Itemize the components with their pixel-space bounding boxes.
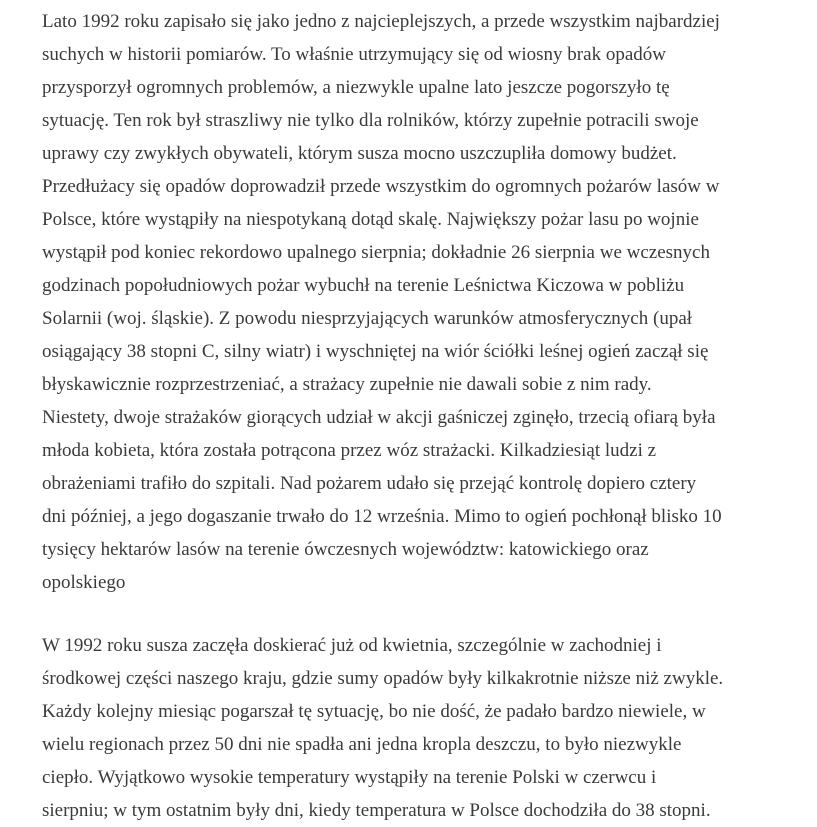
text-line: Przedłużacy się opadów doprowadził przede wszystkim do ogromnych pożarów lasów w: [42, 176, 720, 197]
text-line: Polsce, które wystąpiły na niespotykaną dotąd skalę. Największy pożar lasu po wojnie: [42, 209, 699, 230]
article-body: [42, 5, 782, 827]
text-line: osiągający 38 stopni C, silny wiatr) i wyschniętej na wiór ściółki leśnej ogień zaczął się: [42, 341, 709, 362]
text-line: młoda kobieta, która została potrącona przez wóz strażacki. Kilkadziesiąt ludzi z: [42, 440, 657, 461]
text-line: wystąpił pod koniec rekordowo upalnego sierpnia; dokładnie 26 sierpnia we wczesnych: [42, 242, 710, 263]
text-line: godzinach popołudniowych pożar wybuchł na terenie Leśnictwa Kiczowa w pobliżu: [42, 275, 685, 296]
text-line: błyskawicznie rozprzestrzeniać, a strażacy zupełnie nie dawali sobie z nim rady.: [42, 374, 652, 395]
text-line: Solarnii (woj. śląskie). Z powodu niesprzyjających warunków atmosferycznych (upał: [42, 308, 693, 329]
paragraph-1: [42, 5, 782, 599]
text-line: wielu regionach przez 50 dni nie spadła ani jedna kropla deszczu, to było niezwykle: [42, 734, 682, 755]
text-line: Niestety, dwoje strażaków giorących udział w akcji gaśniczej zginęło, trzecią ofiarą była: [42, 407, 716, 428]
text-line: środkowej części naszego kraju, gdzie sumy opadów były kilkakrotnie niższe niż zwykle.: [42, 668, 724, 689]
paragraph-2: [42, 629, 782, 827]
text-line: uprawy czy zwykłych obywateli, którym susza mocno uszczupliła domowy budżet.: [42, 143, 677, 164]
text-line: sierpniu; w tym ostatnim były dni, kiedy temperatura w Polsce dochodziła do 38 stopni.: [42, 800, 711, 821]
text-line: obrażeniami trafiło do szpitali. Nad pożarem udało się przejąć kontrolę dopiero cztery: [42, 473, 697, 494]
text-line: sytuację. Ten rok był straszliwy nie tylko dla rolników, którzy zupełnie potracili swoje: [42, 110, 699, 131]
text-line: dni później, a jego dogaszanie trwało do 12 września. Mimo to ogień pochłonął blisko 10: [42, 506, 722, 527]
text-line: Lato 1992 roku zapisało się jako jedno z najcieplejszych, a przede wszystkim najbardziej: [42, 11, 720, 32]
text-line: tysięcy hektarów lasów na terenie ówczesnych województw: katowickiego oraz: [42, 539, 649, 560]
text-line: przysporzył ogromnych problemów, a niezwykle upalne lato jeszcze pogorszyło tę: [42, 77, 670, 98]
text-line: ciepło. Wyjątkowo wysokie temperatury wystąpiły na terenie Polski w czerwcu i: [42, 767, 657, 788]
text-line: suchych w historii pomiarów. To właśnie utrzymujący się od wiosny brak opadów: [42, 44, 666, 65]
text-line: opolskiego: [42, 572, 126, 593]
text-line: Każdy kolejny miesiąc pogarszał tę sytuację, bo nie dość, że padało bardzo niewiele, w: [42, 701, 706, 722]
text-line: W 1992 roku susza zaczęła doskierać już od kwietnia, szczególnie w zachodniej i: [42, 635, 662, 656]
